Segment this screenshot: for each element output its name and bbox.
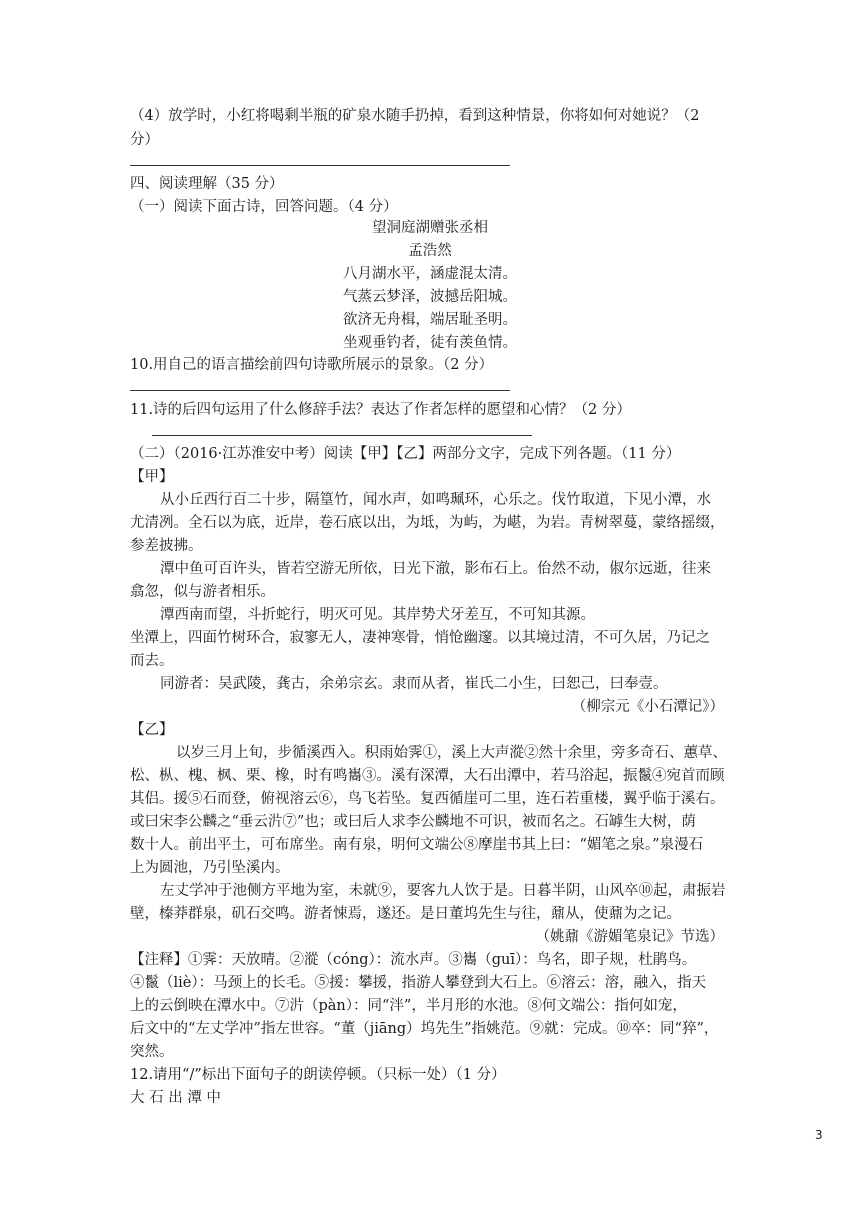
question-4-line-1: （4）放学时，小红将喝剩半瓶的矿泉水随手扔掉，看到这种情景，你将如何对她说？（2 bbox=[130, 108, 700, 124]
poem-line: 坐观垂钓者，徒有羡鱼情。 bbox=[343, 335, 517, 351]
passage-jia-line: 而去。 bbox=[130, 653, 174, 669]
answer-line bbox=[130, 390, 510, 391]
passage-yi-line: 数十人。前出平土，可布席坐。南有泉，明何文端公⑧摩崖书其上曰：“媚笔之泉。”泉漫石 bbox=[130, 837, 704, 853]
question-12-sentence: 大 石 出 潭 中 bbox=[130, 1090, 221, 1106]
notes-line: 后文中的“左丈学冲”指左世容。“董（jiāng）坞先生”指姚范。⑨就：完成。⑩卒：同“猝”， bbox=[130, 1021, 719, 1037]
notes-line: 【注释】①霁：天放晴。②漎（cóng）：流水声。③巂（guī）：鸟名，即子规，杜鹃鸟。 bbox=[130, 952, 697, 968]
passage-jia-line: 参差披拂。 bbox=[130, 538, 203, 554]
notes-line: ④鬣（liè）：马颈上的长毛。⑤援：攀援，指游人攀登到大石上。⑥溶云：溶，融入，指天 bbox=[130, 975, 707, 991]
notes-line: 突然。 bbox=[130, 1044, 174, 1060]
passage-jia-source: （柳宗元《小石潭记》） bbox=[571, 699, 724, 715]
passage-jia-line: 从小丘西行百二十步，隔篁竹，闻水声，如鸣珮环，心乐之。伐竹取道，下见小潭，水 bbox=[160, 492, 711, 508]
question-12: 12.请用“/”标出下面句子的朗读停顿。（只标一处）（1 分） bbox=[130, 1067, 506, 1083]
answer-line bbox=[130, 165, 510, 166]
passage-yi-source: （姚鼐《游媚笔泉记》节选） bbox=[535, 929, 724, 945]
passage-yi-line: 上为圆池，乃引坠溪内。 bbox=[130, 860, 290, 876]
question-4-line-2: 分） bbox=[130, 132, 159, 148]
passage-yi-line: 以岁三月上旬，步循溪西入。积雨始霁①，溪上大声漎②然十余里，旁多奇石、蕙草、 bbox=[176, 745, 727, 761]
passage-yi-line: 松、枞、槐、枫、栗、橡，时有鸣巂③。溪有深潭，大石出潭中，若马浴起，振鬣④宛首而顾 bbox=[130, 768, 725, 784]
passage-jia-line: 坐潭上，四面竹树环合，寂寥无人，凄神寒骨，悄怆幽邃。以其境过清，不可久居，乃记之 bbox=[130, 630, 710, 646]
poem-title: 望洞庭湖赠张丞相 bbox=[372, 220, 488, 236]
passage-yi-line: 或曰宋李公麟之“垂云沜⑦”也；或曰后人求李公麟地不可识，被而名之。石罅生大树，荫 bbox=[130, 814, 696, 830]
passage-yi-line: 其侣。援⑤石而登，俯视溶云⑥，鸟飞若坠。复西循崖可二里，连石若重楼，翼乎临于溪右。 bbox=[130, 791, 725, 807]
passage-jia-line: 潭西南而望，斗折蛇行，明灭可见。其岸势犬牙差互，不可知其源。 bbox=[160, 607, 595, 623]
section-heading: 四、阅读理解（35 分） bbox=[130, 176, 284, 192]
notes-line: 上的云倒映在潭水中。⑦沜（pàn）：同“泮”，半月形的水池。⑧何文端公：指何如宠， bbox=[130, 998, 687, 1014]
passage-jia-label: 【甲】 bbox=[130, 469, 174, 485]
question-11: 11.诗的后四句运用了什么修辞手法？表达了作者怎样的愿望和心情？（2 分） bbox=[130, 402, 631, 418]
poem-line: 八月湖水平，涵虚混太清。 bbox=[343, 266, 517, 282]
part-2-intro: （二）（2016·江苏淮安中考）阅读【甲】【乙】两部分文字，完成下列各题。（11 分） bbox=[130, 446, 681, 462]
poem-author: 孟浩然 bbox=[408, 243, 452, 259]
passage-yi-line: 壁，榛莽群泉，矶石交鸣。游者悚焉，遂还。是日董坞先生与往，鼐从，使鼐为之记。 bbox=[130, 906, 681, 922]
passage-jia-line: 潭中鱼可百许头，皆若空游无所依，日光下澈，影布石上。佁然不动，俶尔远逝，往来 bbox=[160, 561, 711, 577]
question-10: 10.用自己的语言描绘前四句诗歌所展示的景象。（2 分） bbox=[130, 357, 494, 373]
passage-jia-line: 尤清冽。全石以为底，近岸，卷石底以出，为坻，为屿，为嵁，为岩。青树翠蔓，蒙络摇缀， bbox=[130, 515, 725, 531]
poem-line: 气蒸云梦泽，波撼岳阳城。 bbox=[343, 289, 517, 305]
poem-line: 欲济无舟楫，端居耻圣明。 bbox=[343, 312, 517, 328]
answer-line bbox=[152, 435, 532, 436]
passage-yi-label: 【乙】 bbox=[130, 722, 174, 738]
page-number: 3 bbox=[815, 1128, 823, 1142]
passage-jia-line: 同游者：吴武陵，龚古，余弟宗玄。隶而从者，崔氏二小生，曰恕己，曰奉壹。 bbox=[160, 676, 668, 692]
passage-jia-line: 翕忽，似与游者相乐。 bbox=[130, 584, 275, 600]
part-1-intro: （一）阅读下面古诗，回答问题。（4 分） bbox=[130, 199, 398, 215]
passage-yi-line: 左丈学冲于池侧方平地为室，未就⑨，要客九人饮于是。日暮半阴，山风卒⑩起，肃振岩 bbox=[160, 883, 726, 899]
